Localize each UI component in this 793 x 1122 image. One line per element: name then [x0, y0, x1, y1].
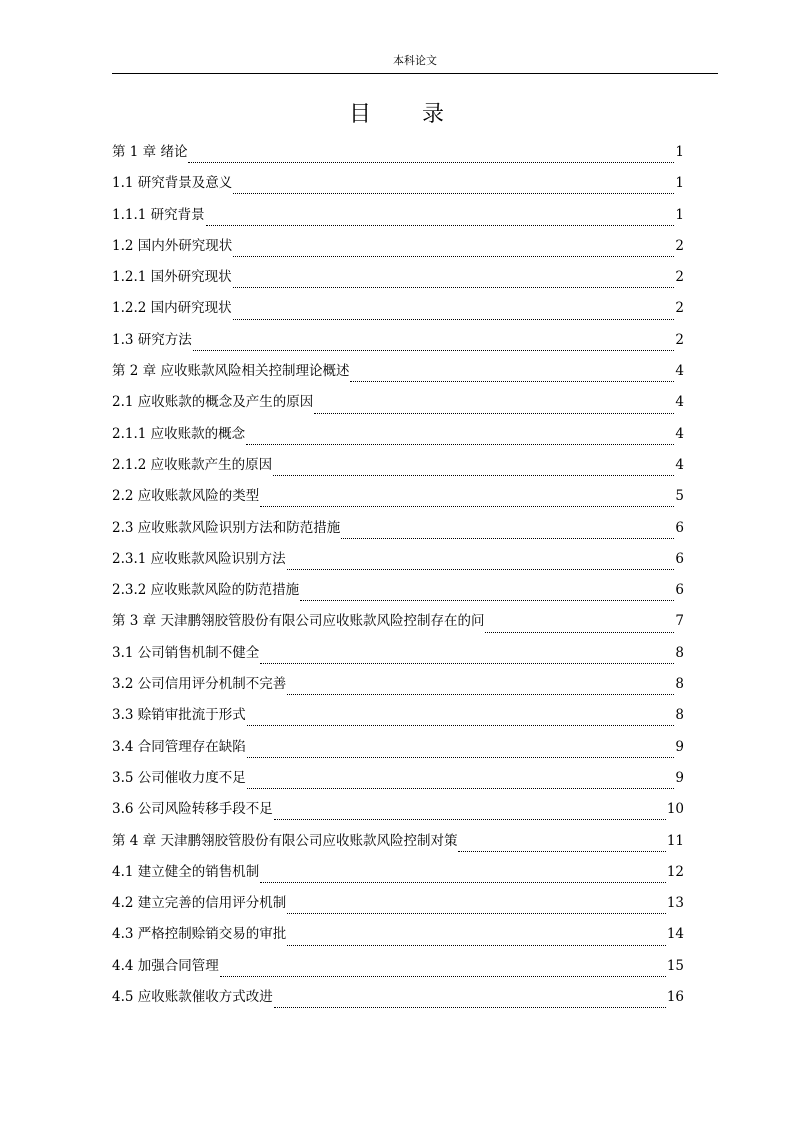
toc-dot-leader — [247, 788, 675, 789]
toc-dot-leader — [273, 475, 674, 476]
toc-dot-leader — [350, 381, 674, 382]
toc-dot-leader — [233, 193, 674, 194]
toc-dot-leader — [314, 413, 674, 414]
toc-entry-page-number: 6 — [675, 519, 684, 536]
toc-entry-label: 4.4 加强合同管理 — [112, 957, 219, 974]
toc-entry-page-number: 4 — [675, 363, 684, 380]
toc-dot-leader — [458, 851, 665, 852]
toc-entry-page-number: 8 — [675, 676, 684, 693]
toc-entry[interactable] — [112, 799, 684, 830]
toc-dot-leader — [287, 694, 674, 695]
toc-entry-label: 1.1 研究背景及意义 — [112, 175, 233, 192]
toc-entry[interactable] — [112, 142, 684, 173]
toc-dot-leader — [247, 757, 675, 758]
toc-entry[interactable] — [112, 643, 684, 674]
toc-entry-page-number: 2 — [675, 269, 684, 286]
toc-dot-leader — [260, 882, 666, 883]
toc-entry-label: 3.1 公司销售机制不健全 — [112, 644, 260, 661]
toc-entry[interactable] — [112, 893, 684, 924]
toc-entry[interactable] — [112, 518, 684, 549]
table-of-contents — [112, 142, 684, 1018]
toc-dot-leader — [233, 287, 675, 288]
toc-dot-leader — [300, 600, 674, 601]
toc-entry[interactable] — [112, 862, 684, 893]
toc-entry-label: 第 3 章 天津鹏翎胶管股份有限公司应收账款风险控制存在的问 — [112, 613, 485, 630]
toc-entry-page-number: 4 — [675, 425, 684, 442]
toc-entry[interactable] — [112, 455, 684, 486]
toc-entry-label: 1.1.1 研究背景 — [112, 206, 205, 223]
toc-entry[interactable] — [112, 580, 684, 611]
toc-dot-leader — [260, 506, 674, 507]
toc-entry[interactable] — [112, 361, 684, 392]
toc-dot-leader — [274, 819, 666, 820]
toc-entry-label: 3.3 赊销审批流于形式 — [112, 707, 246, 724]
toc-dot-leader — [247, 725, 675, 726]
toc-dot-leader — [233, 256, 674, 257]
toc-entry-label: 3.5 公司催收力度不足 — [112, 769, 246, 786]
toc-entry-label: 4.1 建立健全的销售机制 — [112, 863, 260, 880]
toc-dot-leader — [287, 945, 666, 946]
toc-entry[interactable] — [112, 956, 684, 987]
toc-entry-page-number: 9 — [675, 769, 684, 786]
toc-entry-label: 3.4 合同管理存在缺陷 — [112, 738, 246, 755]
toc-entry-page-number: 5 — [675, 488, 684, 505]
toc-entry[interactable] — [112, 205, 684, 236]
toc-entry-label: 2.1.1 应收账款的概念 — [112, 425, 246, 442]
toc-entry-page-number: 2 — [675, 300, 684, 317]
toc-dot-leader — [260, 663, 674, 664]
toc-dot-leader — [341, 538, 674, 539]
toc-entry[interactable] — [112, 987, 684, 1018]
toc-entry-page-number: 8 — [675, 644, 684, 661]
toc-entry-page-number: 15 — [666, 957, 684, 974]
toc-entry[interactable] — [112, 737, 684, 768]
toc-entry[interactable] — [112, 549, 684, 580]
toc-dot-leader — [188, 162, 674, 163]
toc-dot-leader — [246, 444, 674, 445]
toc-entry[interactable] — [112, 424, 684, 455]
toc-entry-page-number: 13 — [666, 895, 684, 912]
toc-entry[interactable] — [112, 236, 684, 267]
toc-entry-label: 3.2 公司信用评分机制不完善 — [112, 676, 287, 693]
toc-title: 目 录 — [349, 102, 466, 127]
toc-entry-page-number: 2 — [675, 237, 684, 254]
toc-dot-leader — [233, 319, 675, 320]
toc-entry[interactable] — [112, 831, 684, 862]
toc-entry-label: 1.2 国内外研究现状 — [112, 237, 233, 254]
toc-entry-page-number: 7 — [675, 613, 684, 630]
toc-entry-page-number: 2 — [675, 331, 684, 348]
toc-entry[interactable] — [112, 924, 684, 955]
toc-entry-page-number: 9 — [675, 738, 684, 755]
toc-entry-label: 2.2 应收账款风险的类型 — [112, 488, 260, 505]
toc-dot-leader — [220, 976, 666, 977]
toc-dot-leader — [485, 632, 674, 633]
toc-entry-page-number: 6 — [675, 582, 684, 599]
toc-entry-label: 2.3.2 应收账款风险的防范措施 — [112, 582, 300, 599]
toc-entry-label: 2.1.2 应收账款产生的原因 — [112, 456, 273, 473]
toc-entry[interactable] — [112, 173, 684, 204]
toc-dot-leader — [274, 1007, 666, 1008]
toc-entry-page-number: 10 — [666, 801, 684, 818]
toc-entry-label: 4.2 建立完善的信用评分机制 — [112, 895, 287, 912]
toc-dot-leader — [193, 350, 675, 351]
toc-entry-page-number: 1 — [675, 144, 684, 160]
toc-entry[interactable] — [112, 705, 684, 736]
toc-entry[interactable] — [112, 298, 684, 329]
toc-entry-label: 1.2.1 国外研究现状 — [112, 269, 232, 286]
toc-dot-leader — [287, 569, 675, 570]
toc-entry-page-number: 4 — [675, 394, 684, 411]
toc-entry-label: 2.3 应收账款风险识别方法和防范措施 — [112, 519, 341, 536]
toc-entry-page-number: 1 — [675, 175, 684, 192]
toc-entry-label: 第 1 章 绪论 — [112, 144, 188, 160]
toc-entry-label: 4.5 应收账款催收方式改进 — [112, 989, 273, 1006]
toc-entry[interactable] — [112, 392, 684, 423]
toc-entry-label: 3.6 公司风险转移手段不足 — [112, 801, 273, 818]
toc-entry-label: 1.2.2 国内研究现状 — [112, 300, 232, 317]
toc-entry-label: 第 2 章 应收账款风险相关控制理论概述 — [112, 363, 350, 380]
toc-entry[interactable] — [112, 330, 684, 361]
toc-entry-page-number: 14 — [666, 926, 684, 943]
toc-entry-page-number: 12 — [666, 863, 684, 880]
toc-entry-label: 4.3 严格控制赊销交易的审批 — [112, 926, 287, 943]
toc-entry[interactable] — [112, 267, 684, 298]
toc-dot-leader — [287, 913, 666, 914]
toc-entry[interactable] — [112, 611, 684, 642]
toc-entry-page-number: 1 — [675, 206, 684, 223]
page-header: 本科论文 — [393, 54, 437, 67]
toc-entry-label: 2.3.1 应收账款风险识别方法 — [112, 550, 286, 567]
header-divider — [112, 73, 718, 74]
toc-entry-label: 2.1 应收账款的概念及产生的原因 — [112, 394, 314, 411]
toc-entry[interactable] — [112, 768, 684, 799]
toc-entry-page-number: 6 — [675, 550, 684, 567]
toc-entry-label: 第 4 章 天津鹏翎胶管股份有限公司应收账款风险控制对策 — [112, 832, 458, 849]
toc-entry-label: 1.3 研究方法 — [112, 331, 192, 348]
toc-entry-page-number: 8 — [675, 707, 684, 724]
toc-entry[interactable] — [112, 486, 684, 517]
toc-entry-page-number: 11 — [666, 832, 684, 849]
toc-entry-page-number: 16 — [666, 989, 684, 1006]
toc-entry-page-number: 4 — [675, 456, 684, 473]
toc-dot-leader — [206, 225, 675, 226]
toc-entry[interactable] — [112, 674, 684, 705]
